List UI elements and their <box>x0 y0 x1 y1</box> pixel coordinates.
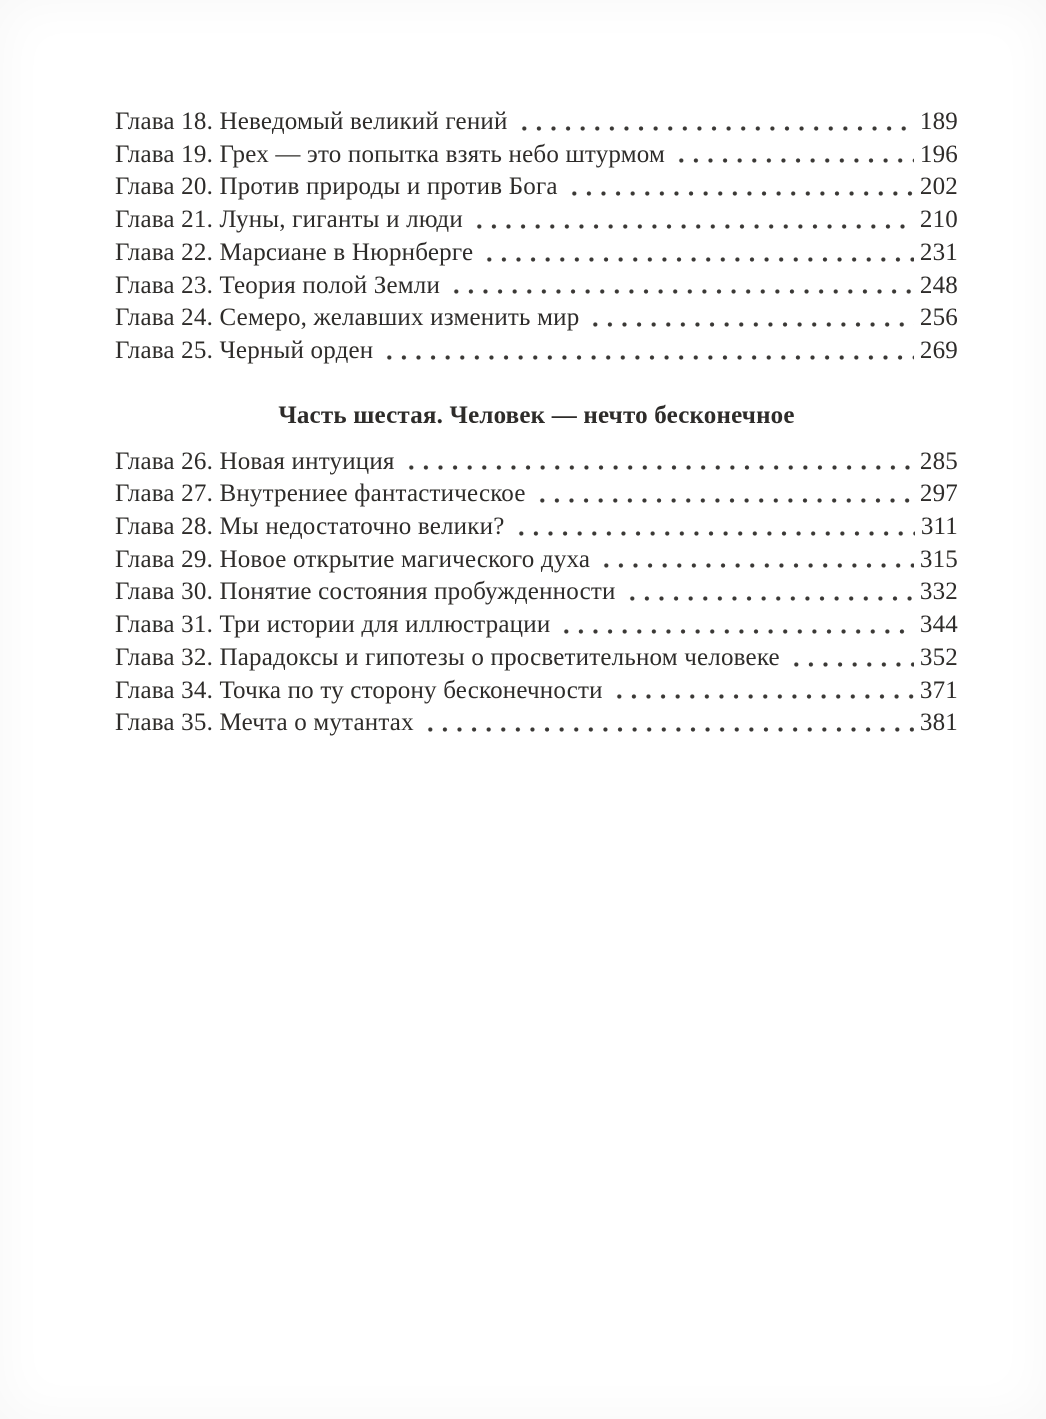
toc-entry <box>115 675 958 708</box>
dot-leader <box>482 237 914 270</box>
toc-entry <box>115 270 958 303</box>
dot-leader <box>567 171 914 204</box>
toc-entry-page: 210 <box>919 206 958 234</box>
toc-entry <box>115 642 958 675</box>
toc-entry-label: Глава 35. Мечта о мутантах <box>115 709 414 737</box>
toc-entry-page: 352 <box>919 643 958 671</box>
toc-entry-page: 344 <box>919 611 958 639</box>
toc-entry-label: Глава 24. Семеро, желавших изменить мир <box>115 304 580 332</box>
dot-leader <box>472 204 914 237</box>
toc-entry-page: 196 <box>919 140 958 168</box>
toc-entry-page: 231 <box>919 238 958 266</box>
toc-entry <box>115 335 958 368</box>
toc-entry-label: Глава 34. Точка по ту сторону бесконечности <box>115 676 603 704</box>
toc-entry <box>115 707 958 740</box>
toc-entry-label: Глава 28. Мы недостаточно велики? <box>115 513 505 541</box>
toc-entry <box>115 139 958 172</box>
dot-leader <box>625 576 914 609</box>
table-of-contents <box>115 106 958 740</box>
toc-entry <box>115 609 958 642</box>
toc-entry-label: Глава 29. Новое открытие магического духа <box>115 545 591 573</box>
dot-leader <box>674 139 914 172</box>
dot-leader <box>612 675 914 708</box>
toc-entry <box>115 446 958 479</box>
toc-entry-page: 256 <box>919 304 958 332</box>
dot-leader <box>535 478 914 511</box>
toc-entry <box>115 478 958 511</box>
toc-entry-page: 285 <box>919 447 958 475</box>
toc-entry <box>115 237 958 270</box>
dot-leader <box>382 335 914 368</box>
toc-entry <box>115 544 958 577</box>
toc-entry-label: Глава 30. Понятие состояния пробужденности <box>115 578 616 606</box>
toc-entry-label: Глава 25. Черный орден <box>115 336 374 364</box>
dot-leader <box>423 707 914 740</box>
toc-entry-label: Глава 22. Марсиане в Нюрнберге <box>115 238 474 266</box>
toc-entry-label: Глава 18. Неведомый великий гений <box>115 108 508 135</box>
part-heading: Часть шестая. Человек — нечто бесконечное <box>278 401 795 429</box>
toc-entry-label: Глава 31. Три истории для иллюстрации <box>115 611 551 639</box>
toc-entry-page: 202 <box>919 173 958 201</box>
dot-leader <box>559 609 913 642</box>
dot-leader <box>404 446 914 479</box>
toc-entry-label: Глава 19. Грех — это попытка взять небо штурмом <box>115 140 666 168</box>
toc-entry-page: 269 <box>919 336 958 364</box>
toc-entry <box>115 171 958 204</box>
toc-entry <box>115 576 958 609</box>
toc-entry-label: Глава 23. Теория полой Земли <box>115 271 441 299</box>
toc-entry-label: Глава 32. Парадоксы и гипотезы о просветительном человеке <box>115 643 780 671</box>
dot-leader <box>514 511 915 544</box>
dot-leader <box>599 544 914 577</box>
toc-entry-page: 381 <box>919 709 958 737</box>
toc-entry <box>115 106 958 139</box>
toc-entry <box>115 204 958 237</box>
toc-entry <box>115 302 958 335</box>
toc-entry-page: 311 <box>920 513 958 541</box>
toc-entry-label: Глава 21. Луны, гиганты и люди <box>115 206 463 234</box>
dot-leader <box>789 642 914 675</box>
toc-entry-page: 248 <box>919 271 958 299</box>
toc-entry-page: 297 <box>919 480 958 508</box>
toc-entry-label: Глава 27. Внутрениее фантастическое <box>115 480 526 508</box>
toc-entry-label: Глава 26. Новая интуиция <box>115 447 395 475</box>
toc-entry <box>115 511 958 544</box>
toc-entry-page: 189 <box>919 108 958 135</box>
toc-entry-page: 315 <box>919 545 958 573</box>
dot-leader <box>449 270 914 303</box>
dot-leader <box>588 302 913 335</box>
dot-leader <box>517 106 914 139</box>
toc-entry-page: 332 <box>919 578 958 606</box>
toc-entry-label: Глава 20. Против природы и против Бога <box>115 173 558 201</box>
toc-entry-page: 371 <box>919 676 958 704</box>
